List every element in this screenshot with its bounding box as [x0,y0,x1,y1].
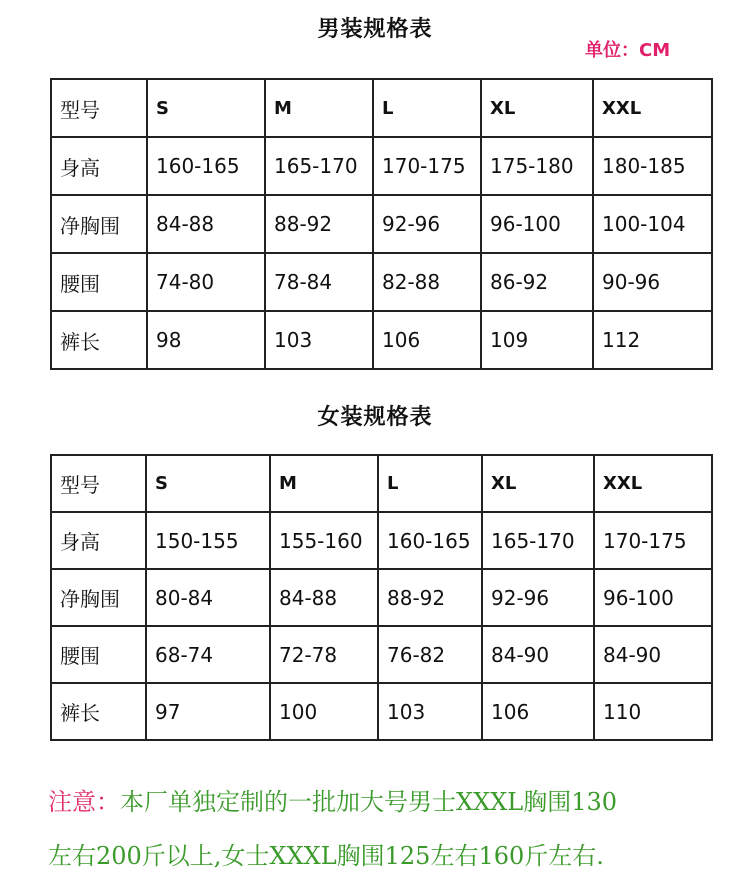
size-header: XL [482,455,594,512]
table-cell: 96-100 [594,569,712,626]
table-cell: 106 [482,683,594,740]
women-size-table [50,454,713,741]
row-label: 型号 [51,455,146,512]
table-cell: 160-165 [378,512,482,569]
women-table-title: 女装规格表 [317,405,433,430]
table-cell: 103 [265,311,373,369]
table-cell: 180-185 [593,137,712,195]
table-row [51,455,712,512]
table-cell: 74-80 [147,253,265,311]
table-cell: 160-165 [147,137,265,195]
note-text: 本厂单独定制的一批加大号男士XXXL胸围130 [120,788,618,816]
table-cell: 84-88 [147,195,265,253]
table-cell: 150-155 [146,512,270,569]
size-header: M [265,79,373,137]
table-cell: 92-96 [373,195,481,253]
table-row [51,569,712,626]
table-cell: 84-90 [482,626,594,683]
table-cell: 110 [594,683,712,740]
table-cell: 170-175 [373,137,481,195]
row-label: 型号 [51,79,147,137]
row-label: 腰围 [51,253,147,311]
table-row [51,79,712,137]
table-row [51,195,712,253]
row-label: 裤长 [51,683,146,740]
size-header: XXL [593,79,712,137]
size-header: XL [481,79,593,137]
table-row [51,512,712,569]
note-line-1 [48,782,617,817]
table-cell: 86-92 [481,253,593,311]
table-cell: 155-160 [270,512,378,569]
table-row [51,683,712,740]
table-cell: 112 [593,311,712,369]
table-cell: 109 [481,311,593,369]
table-row [51,311,712,369]
table-cell: 76-82 [378,626,482,683]
row-label: 净胸围 [51,569,146,626]
table-cell: 72-78 [270,626,378,683]
size-header: M [270,455,378,512]
note-line-2 [48,836,604,871]
row-label: 净胸围 [51,195,147,253]
size-header: L [378,455,482,512]
table-cell: 96-100 [481,195,593,253]
table-cell: 84-90 [594,626,712,683]
table-cell: 84-88 [270,569,378,626]
row-label: 身高 [51,512,146,569]
table-cell: 82-88 [373,253,481,311]
unit-label: 单位：CM [585,40,671,61]
table-cell: 175-180 [481,137,593,195]
size-header: S [147,79,265,137]
table-cell: 68-74 [146,626,270,683]
size-header: L [373,79,481,137]
table-row [51,626,712,683]
table-row [51,137,712,195]
note-text: 左右200斤以上,女士XXXL胸围125左右160斤左右. [48,842,604,870]
table-cell: 103 [378,683,482,740]
size-header: S [146,455,270,512]
table-cell: 100-104 [593,195,712,253]
men-size-table [50,78,713,370]
table-cell: 80-84 [146,569,270,626]
table-cell: 100 [270,683,378,740]
size-header: XXL [594,455,712,512]
table-cell: 78-84 [265,253,373,311]
table-cell: 92-96 [482,569,594,626]
table-cell: 97 [146,683,270,740]
note-label: 注意： [48,788,120,816]
row-label: 腰围 [51,626,146,683]
table-cell: 170-175 [594,512,712,569]
row-label: 裤长 [51,311,147,369]
row-label: 身高 [51,137,147,195]
table-cell: 90-96 [593,253,712,311]
table-cell: 98 [147,311,265,369]
table-cell: 106 [373,311,481,369]
table-cell: 88-92 [265,195,373,253]
table-cell: 88-92 [378,569,482,626]
table-cell: 165-170 [482,512,594,569]
table-row [51,253,712,311]
table-cell: 165-170 [265,137,373,195]
men-table-title: 男装规格表 [317,17,433,42]
